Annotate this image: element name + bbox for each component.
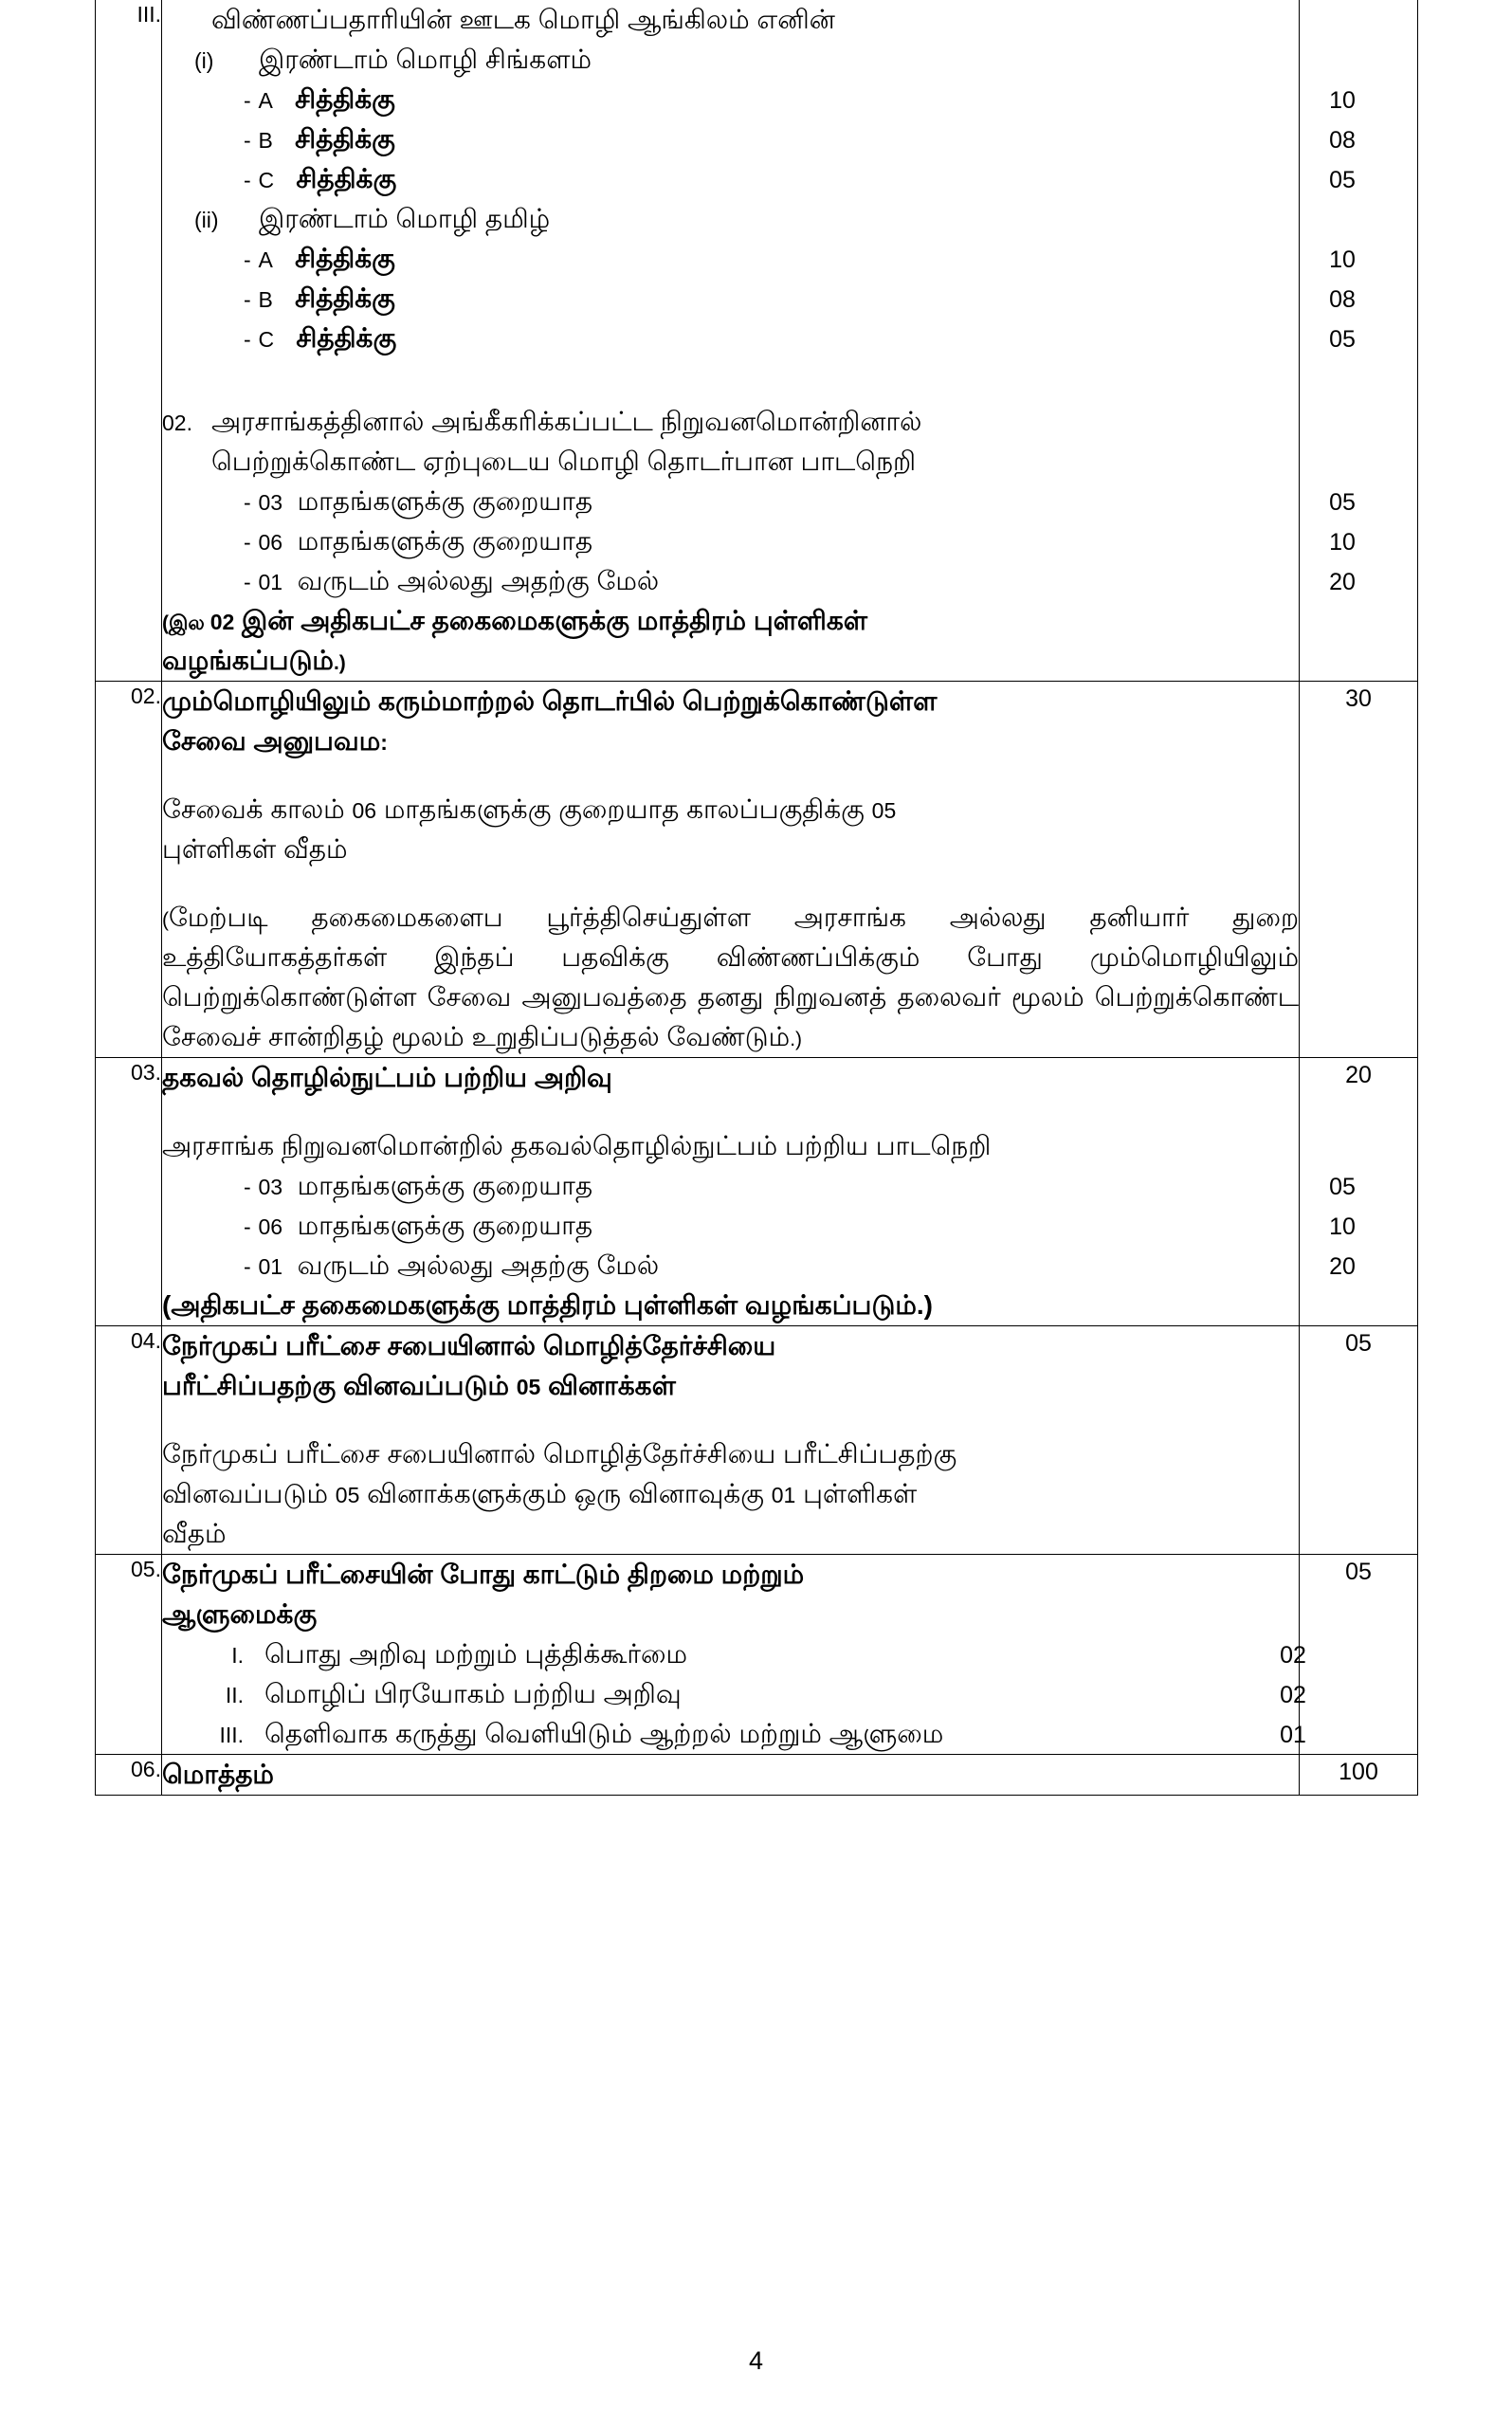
row-number-cell: [96, 682, 162, 1058]
list-item: [162, 1166, 1380, 1206]
item-mark: 20: [1329, 1253, 1356, 1280]
bullet-dash: -: [244, 128, 251, 153]
row-title-line-2: ஆளுமைக்கு: [162, 1599, 318, 1629]
row-note: (அதிகபட்ச தகைமைகளுக்கு மாத்திரம் புள்ளிகள் வழங்கப்படும்.): [162, 1290, 933, 1320]
body-marks-value: 05: [871, 798, 897, 823]
row-number-cell: [96, 1755, 162, 1796]
row-title-line-1: நேர்முகப் பரீட்சையின் போது காட்டும் திறமை மற்றும்: [162, 1560, 805, 1589]
group-heading-ii: [162, 199, 1299, 239]
body-line-2: புள்ளிகள் வீதம்: [162, 834, 348, 864]
item-mark: 02: [1280, 1682, 1306, 1708]
page-number: 4: [748, 2346, 764, 2375]
item-mark: 10: [1329, 1214, 1356, 1240]
note-number: 02: [209, 610, 235, 634]
row-body-line: அரசாங்க நிறுவனமொன்றில் தகவல்தொழில்நுட்பம் பற்றிய பாடநெறி: [162, 1131, 992, 1160]
group-title: இரண்டாம் மொழி சிங்களம்: [259, 45, 592, 74]
criterion-text: தெளிவாக கருத்து வெளியிடும் ஆற்றல் மற்றும் ஆளுமை: [264, 1719, 944, 1748]
item-mark: 05: [1329, 1174, 1356, 1200]
duration-number: 03: [258, 1175, 283, 1199]
option-letter: C: [258, 327, 275, 352]
row-content-cell: [162, 0, 1356, 682]
row-title-colon: :: [380, 730, 388, 755]
item-mark: 20: [1329, 569, 1356, 595]
list-item: [162, 1674, 1331, 1714]
bullet-dash: -: [244, 1175, 251, 1199]
criterion-text: மொழிப் பிரயோகம் பற்றிய அறிவு: [264, 1679, 682, 1708]
bullet-dash: -: [244, 490, 251, 515]
table-row: [96, 682, 1418, 1058]
list-item: [162, 119, 1380, 159]
option-letter: B: [258, 128, 273, 153]
bullet-dash: -: [244, 570, 251, 594]
item-mark: 05: [1329, 326, 1356, 353]
note-text: மேற்படி தகைமைகளைப பூர்த்திசெய்துள்ள அரசாங்க அல்லது தனியார் துறை உத்தியோகத்தர்கள் இந்தப் பதவிக்கு விண்ணப்பிக்கும் போது மும்மொழியிலும் பெற்றுக்கொண்டுள்ள சேவை அனுபவத்தை தனது நிறுவனத் தலைவர் மூலம் பெற்றுக்கொண்ட சேவைச் சான்றிதழ் மூலம் உறுதிப்படுத்தல் வேண்டும்: [162, 903, 1300, 1051]
note-close-paren: .): [790, 1029, 803, 1050]
item-mark: 08: [1329, 127, 1356, 154]
group-label: (ii): [194, 208, 219, 232]
list-item: [162, 1714, 1331, 1754]
grand-total-value: 100: [1339, 1759, 1378, 1785]
grand-total-label: மொத்தம்: [162, 1760, 274, 1789]
row-total: 05: [1345, 1330, 1372, 1357]
marks-scheme-table: [95, 0, 1418, 1796]
option-text: சித்திக்கு: [296, 164, 397, 193]
subsection-label: [162, 5, 211, 38]
row-content-cell: [162, 682, 1300, 1058]
bullet-dash: -: [244, 327, 251, 352]
duration-text: மாதங்களுக்கு குறையாத: [297, 1171, 593, 1200]
item-mark: 10: [1329, 87, 1356, 114]
option-letter: B: [258, 287, 273, 312]
body-line-1-b: மாதங்களுக்கு குறையாத காலப்பகுதிக்கு: [376, 794, 872, 824]
row-title: [162, 682, 1299, 761]
row-number-cell: [96, 1555, 162, 1755]
duration-number: 01: [258, 1254, 283, 1279]
row-title-line-1: மும்மொழியிலும் கரும்மாற்றல் தொடர்பில் பெற்றுக்கொண்டுள்ள: [162, 686, 938, 716]
note-open-paren: (இல: [162, 612, 210, 634]
item-mark: 10: [1329, 246, 1356, 273]
row-number: 04.: [131, 1328, 161, 1353]
list-item: [162, 159, 1380, 199]
row-number: 05.: [131, 1557, 161, 1581]
question-count-value: 05: [335, 1483, 360, 1507]
group-title: இரண்டாம் மொழி தமிழ்: [259, 204, 551, 233]
duration-text: வருடம் அல்லது அதற்கு மேல்: [297, 566, 660, 595]
table-row: [96, 1058, 1418, 1326]
row-number: 02.: [131, 684, 161, 708]
subsection-line-2: பெற்றுக்கொண்ட ஏற்புடைய மொழி தொடர்பான பாடநெறி: [211, 447, 917, 476]
list-item: [162, 1634, 1331, 1674]
body-line-1-a: சேவைக் காலம்: [162, 794, 353, 824]
row-number: III.: [137, 2, 161, 27]
row-total: 05: [1345, 1559, 1372, 1585]
subsection-title: விண்ணப்பதாரியின் ஊடக மொழி ஆங்கிலம் எனின்: [211, 5, 835, 34]
row-note: [162, 898, 1299, 1057]
row-total: 30: [1345, 685, 1372, 712]
row-total-cell: [1300, 1755, 1418, 1796]
option-text: சித்திக்கு: [295, 244, 395, 273]
row-content-cell: [162, 1326, 1300, 1555]
bullet-dash: -: [244, 287, 251, 312]
row-total: 20: [1345, 1062, 1372, 1088]
duration-number: 06: [258, 530, 283, 555]
table-row: [96, 0, 1418, 682]
option-text: சித்திக்கு: [295, 283, 395, 313]
item-mark: 08: [1329, 286, 1356, 313]
subsection-02-note: [162, 601, 1299, 681]
list-item: [162, 482, 1380, 521]
list-item: [162, 80, 1380, 119]
row-title-line-2-a: பரீட்சிப்பதற்கு வினவப்படும்: [162, 1371, 517, 1400]
body-line-3: வீதம்: [162, 1519, 227, 1548]
duration-number: 06: [258, 1214, 283, 1239]
option-letter: A: [258, 247, 273, 272]
subsection-line-1: அரசாங்கத்தினால் அங்கீகரிக்கப்பட்ட நிறுவனமொன்றினால்: [211, 407, 922, 436]
option-text: சித்திக்கு: [296, 323, 397, 353]
list-item: [162, 561, 1380, 601]
row-body: [162, 790, 1299, 869]
group-heading-i: [162, 40, 1299, 80]
row-title: [162, 1326, 1299, 1406]
row-title: [162, 1555, 1299, 1634]
note-open-paren: (: [162, 909, 169, 931]
body-line-2-b: வினாக்களுக்கும் ஒரு வினாவுக்கு: [359, 1479, 772, 1508]
note-close-paren: .): [333, 652, 346, 674]
duration-text: மாதங்களுக்கு குறையாத: [297, 486, 593, 516]
bullet-dash: -: [244, 1214, 251, 1239]
row-content-cell: [162, 1555, 1306, 1755]
criterion-text: பொது அறிவு மற்றும் புத்திக்கூர்மை: [264, 1639, 688, 1669]
body-line-2-c: புள்ளிகள்: [795, 1479, 918, 1508]
note-middle: இன் அதிகபட்ச தகைமைகளுக்கு மாத்திரம் புள்ளிகள்: [234, 606, 868, 635]
row-title-line-2: சேவை அனுபவம: [162, 726, 381, 756]
option-letter: C: [258, 168, 275, 192]
row-total-cell: [1300, 1326, 1418, 1555]
row-number-cell: [96, 1326, 162, 1555]
group-label: (i): [194, 48, 214, 73]
row-number: 03.: [131, 1060, 161, 1085]
table-row: [96, 1755, 1418, 1796]
row-title-line-1: நேர்முகப் பரீட்சை சபையினால் மொழித்தேர்ச்சியை: [162, 1331, 776, 1360]
question-count: 05: [516, 1375, 541, 1399]
table-row: [96, 1555, 1418, 1755]
row-title: தகவல் தொழில்நுட்பம் பற்றிய அறிவு: [162, 1063, 612, 1092]
duration-number: 03: [258, 490, 283, 515]
note-end: வழங்கப்படும்: [162, 646, 334, 675]
roman-label: I.: [231, 1643, 244, 1668]
option-text: சித்திக்கு: [295, 84, 395, 114]
row-number-cell: [96, 1058, 162, 1326]
row-total-cell: [1300, 682, 1418, 1058]
subsection-heading-iii: [162, 0, 1299, 40]
list-item: [162, 521, 1380, 561]
subsection-02: [162, 402, 1299, 482]
bullet-dash: -: [244, 168, 251, 192]
row-number-cell: [96, 0, 162, 682]
row-number: 06.: [131, 1757, 161, 1781]
item-mark: 05: [1329, 489, 1356, 516]
duration-text: மாதங்களுக்கு குறையாத: [297, 1211, 593, 1240]
bullet-dash: -: [244, 88, 251, 113]
bullet-dash: -: [244, 1254, 251, 1279]
duration-number: 01: [258, 570, 283, 594]
item-mark: 05: [1329, 167, 1356, 193]
duration-text: வருடம் அல்லது அதற்கு மேல்: [297, 1250, 660, 1280]
row-content-cell: [162, 1058, 1356, 1326]
per-question-mark: 01: [771, 1483, 796, 1507]
list-item: [162, 1206, 1380, 1246]
row-content-cell: [162, 1755, 1300, 1796]
list-item: [162, 279, 1380, 319]
body-duration-months: 06: [352, 798, 377, 823]
subsection-text: [211, 402, 1299, 482]
row-title-line-2-b: வினாக்கள்: [540, 1371, 676, 1400]
bullet-dash: -: [244, 530, 251, 555]
duration-text: மாதங்களுக்கு குறையாத: [297, 526, 593, 556]
body-line-1: நேர்முகப் பரீட்சை சபையினால் மொழித்தேர்ச்சியை பரீட்சிப்பதற்கு: [162, 1439, 957, 1469]
option-text: சித்திக்கு: [295, 124, 395, 154]
item-mark: 02: [1280, 1642, 1306, 1669]
body-line-2-a: வினவப்படும்: [162, 1479, 336, 1508]
list-item: [162, 1246, 1380, 1286]
bullet-dash: -: [244, 247, 251, 272]
roman-label: III.: [219, 1723, 244, 1747]
roman-label: II.: [225, 1683, 244, 1707]
item-mark: 10: [1329, 529, 1356, 556]
option-letter: A: [258, 88, 273, 113]
list-item: [162, 239, 1380, 279]
subsection-number: 02.: [162, 411, 192, 435]
table-row: [96, 1326, 1418, 1555]
list-item: [162, 319, 1380, 358]
item-mark: 01: [1280, 1722, 1306, 1748]
row-body: [162, 1434, 1299, 1554]
